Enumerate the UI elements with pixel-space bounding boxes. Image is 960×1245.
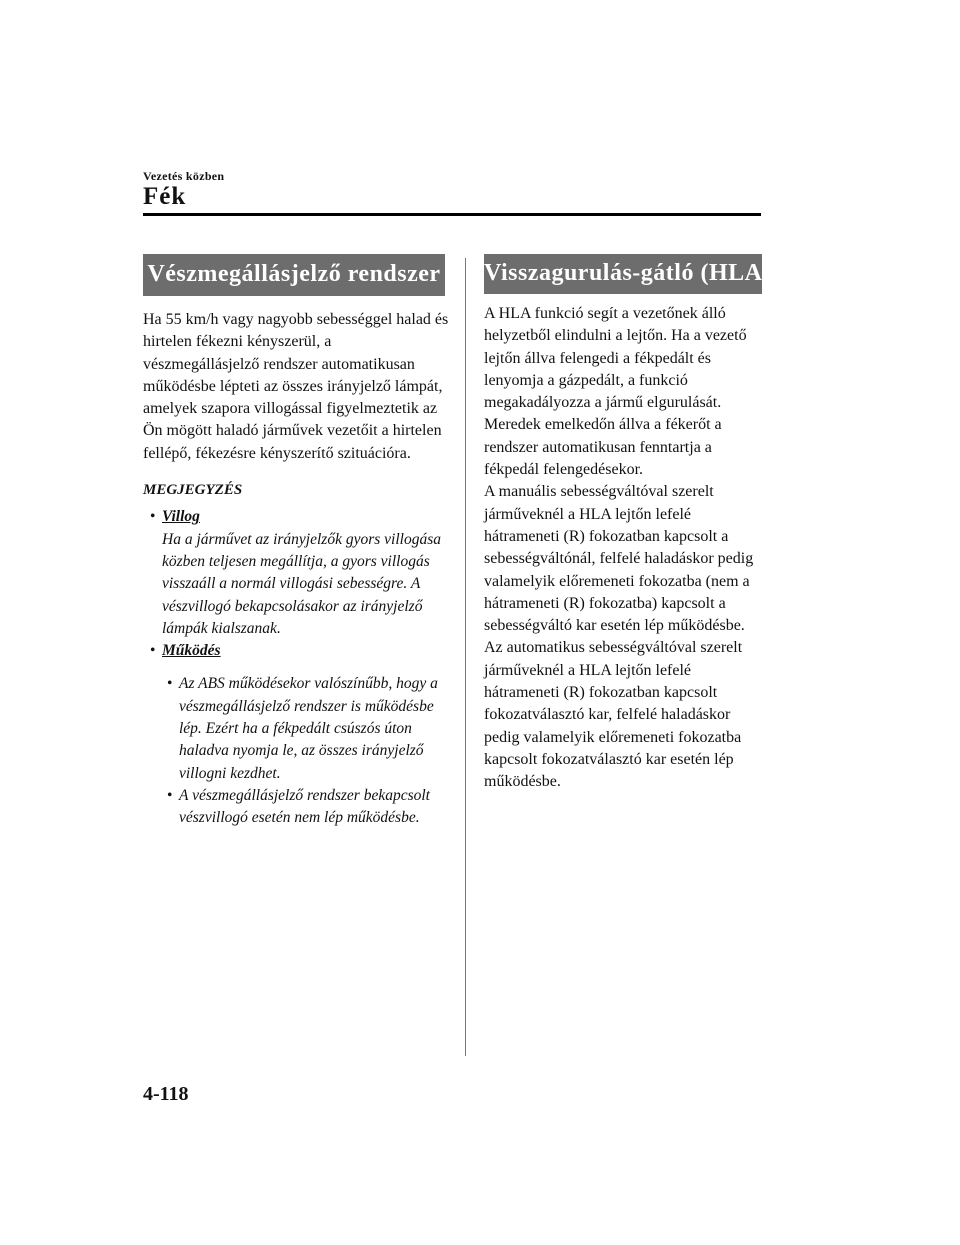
note-item-mukodes bbox=[143, 640, 449, 829]
sub-item-text: A vészmegállásjelző rendszer bekapcsolt vészvillogó esetén nem lép működésbe. bbox=[179, 786, 430, 827]
section-banner-hill-launch-assist bbox=[484, 254, 771, 294]
section-label: Vezetés közben bbox=[143, 169, 225, 183]
section-banner-emergency-stop-signal bbox=[143, 254, 445, 296]
bullet-icon: • bbox=[150, 642, 156, 660]
right-column bbox=[484, 254, 771, 794]
left-column bbox=[143, 254, 449, 830]
body-paragraph: Az automatikus sebességváltóval szerelt járműveknél a HLA lejtőn lefelé hátrameneti (R) fokozatban kapcsolt fokozatválasztó kar, felfelé haladáskor pedig valamelyik előremeneti fokozatba kapcsolt fokozatválasztó kar esetén lép működésbe. bbox=[484, 639, 743, 791]
sub-item-text: Az ABS működésekor valószínűbb, hogy a vészmegállásjelző rendszer is működésbe lép. Ezért ha a fékpedált csúszós úton haladva nyomja le, az összes irányjelző villogni kezdhet. bbox=[179, 675, 438, 782]
banner-title: Vészmegállásjelző rendszer bbox=[147, 261, 441, 287]
page-heading: Fék bbox=[143, 183, 187, 210]
bullet-icon: • bbox=[167, 675, 173, 693]
note-heading: Működés bbox=[162, 642, 221, 660]
body-paragraph: Ha 55 km/h vagy nagyobb sebességgel halad és hirtelen fékezni kényszerül, a vészmegállásjelző rendszer automatikusan működésbe lépteti az összes irányjelző lámpát, amelyek szapora villogással figyelmeztetik az Ön mögött haladó járművek vezetőit a hirtelen fellépő, fékezésre kényszerítő szituációra. bbox=[143, 311, 449, 462]
page-number: 4-118 bbox=[143, 1083, 189, 1105]
note-title: MEGJEGYZÉS bbox=[143, 482, 243, 499]
body-paragraph: A manuális sebességváltóval szerelt járműveknél a HLA lejtőn lefelé hátrameneti (R) fokozatban kapcsolt a sebességváltónál, felfelé haladáskor pedig valamelyik előremeneti fokozatba (nem a hátrameneti (R) fokozatba) kapcsolt a sebességváltó kar esetén lép működésbe. bbox=[484, 483, 754, 635]
sub-item bbox=[162, 785, 449, 830]
bullet-icon: • bbox=[150, 508, 156, 526]
note-text: Ha a járművet az irányjelzők gyors villogása közben teljesen megállítja, a gyors villogás visszaáll a normál villogási sebességre. A vészvillogó bekapcsolásakor az irányjelző lámpák kialszanak. bbox=[162, 530, 441, 637]
column-divider bbox=[465, 258, 466, 1056]
bullet-icon: • bbox=[167, 786, 173, 804]
note-heading: Villog bbox=[162, 508, 200, 526]
sub-item bbox=[162, 673, 449, 784]
sub-list bbox=[162, 673, 449, 829]
heading-rule bbox=[143, 213, 761, 216]
banner-title: Visszagurulás-gátló (HLA) bbox=[484, 260, 771, 286]
body-paragraph: A HLA funkció segít a vezetőnek álló helyzetből elindulni a lejtőn. Ha a vezető lejtőn állva felengedi a fékpedált és lenyomja a gázpedált, a funkció megakadályozza a jármű elgurulását. Meredek emelkedőn állva a fékerőt a rendszer automatikusan fenntartja a fékpedál felengedésekor. bbox=[484, 305, 747, 479]
note-item-villog bbox=[143, 506, 449, 640]
